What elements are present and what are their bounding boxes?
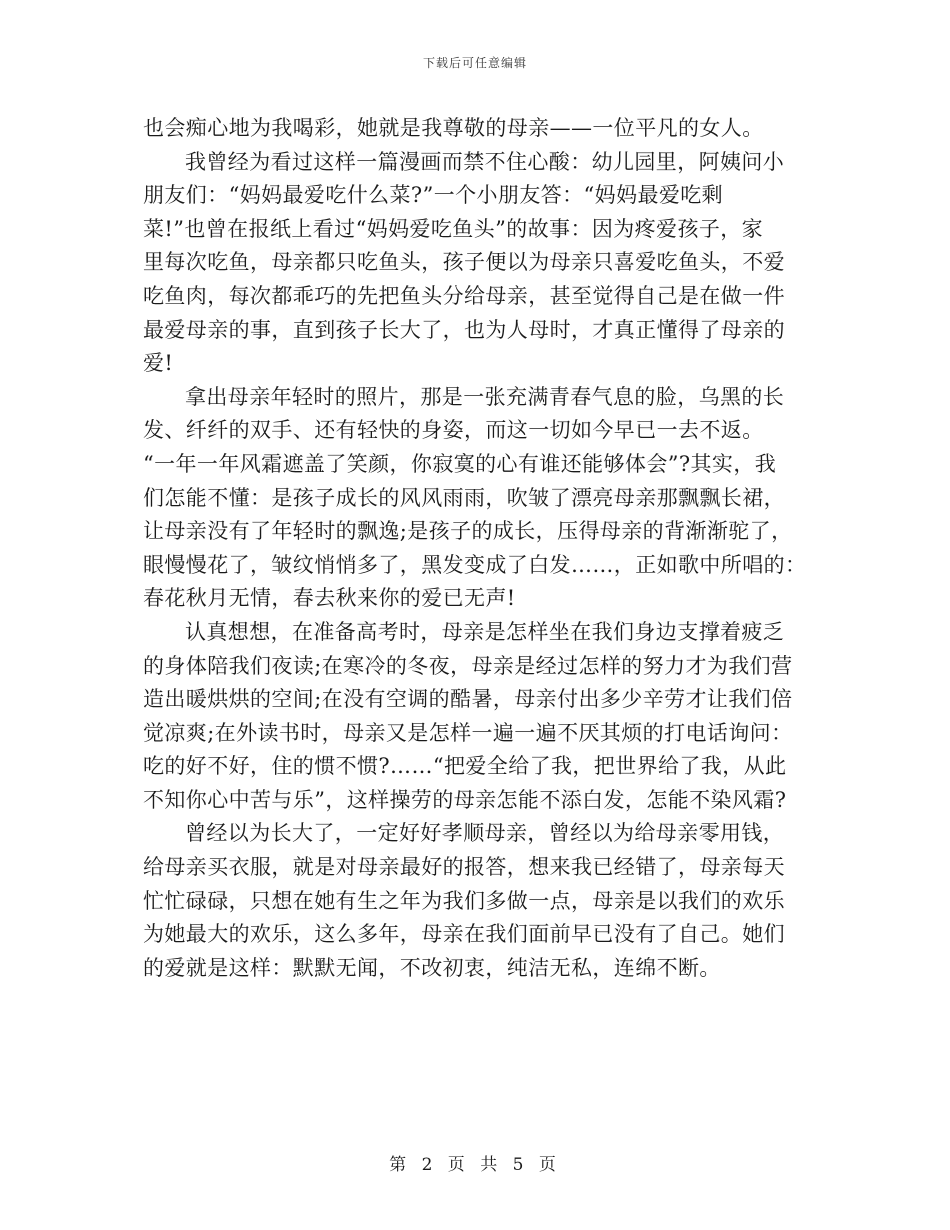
text-line: 们怎能不懂：是孩子成长的风风雨雨，吹皱了漂亮母亲那飘飘长裙，	[143, 485, 785, 510]
text-line: 爱!	[143, 351, 174, 376]
text-line: 的身体陪我们夜读;在寒冷的冬夜，母亲是经过怎样的努力才为我们营	[143, 653, 793, 678]
text-line: 吃鱼肉，每次都乖巧的先把鱼头分给母亲，甚至觉得自己是在做一件	[143, 283, 785, 308]
text-line: 的爱就是这样：默默无闻，不改初衷，纯洁无私，连绵不断。	[143, 955, 721, 980]
text-line: 春花秋月无情，春去秋来你的爱已无声!	[143, 586, 516, 611]
text-line: 我曾经为看过这样一篇漫画而禁不住心酸：幼儿园里，阿姨问小	[185, 149, 785, 174]
text-line: 拿出母亲年轻时的照片，那是一张充满青春气息的脸，乌黑的长	[185, 384, 785, 409]
text-line: 菜!”也曾在报纸上看过“妈妈爱吃鱼头”的故事：因为疼爱孩子，家	[143, 216, 764, 241]
page-number: 第 2 页 共 5 页	[389, 1155, 561, 1175]
text-line: 眼慢慢花了，皱纹悄悄多了，黑发变成了白发……，正如歌中所唱的：	[143, 552, 807, 577]
text-line: 造出暖烘烘的空间;在没有空调的酷暑，母亲付出多少辛劳才让我们倍	[143, 687, 793, 712]
text-line: 认真想想，在准备高考时，母亲是怎样坐在我们身边支撑着疲乏	[185, 619, 785, 644]
text-line: 觉凉爽;在外读书时，母亲又是怎样一遍一遍不厌其烦的打电话询问：	[143, 720, 793, 745]
text-line: 曾经以为长大了，一定好好孝顺母亲，曾经以为给母亲零用钱，	[185, 821, 785, 846]
text-line: 发、纤纤的双手、还有轻快的身姿，而这一切如今早已一去不返。	[143, 418, 764, 443]
text-line: “一年一年风霜遮盖了笑颜，你寂寞的心有谁还能够体会”?其实，我	[143, 451, 777, 476]
text-line: 吃的好不好，住的惯不惯?……“把爱全给了我，把世界给了我，从此	[143, 754, 787, 779]
text-line: 为她最大的欢乐，这么多年，母亲在我们面前早已没有了自己。她们	[143, 922, 785, 947]
text-line: 不知你心中苦与乐”，这样操劳的母亲怎能不添白发，怎能不染风霜?	[143, 787, 787, 812]
text-line: 朋友们：“妈妈最爱吃什么菜?”一个小朋友答：“妈妈最爱吃剩	[143, 183, 724, 208]
text-line: 让母亲没有了年轻时的飘逸;是孩子的成长，压得母亲的背渐渐驼了，	[143, 519, 793, 544]
document-body	[143, 112, 807, 985]
text-line: 也会痴心地为我喝彩，她就是我尊敬的母亲——一位平凡的女人。	[143, 116, 764, 140]
text-line: 里每次吃鱼，母亲都只吃鱼头，孩子便以为母亲只喜爱吃鱼头，不爱	[143, 250, 785, 275]
text-line: 忙忙碌碌，只想在她有生之年为我们多做一点，母亲是以我们的欢乐	[143, 888, 785, 913]
text-line: 最爱母亲的事，直到孩子长大了，也为人母时，才真正懂得了母亲的	[143, 317, 785, 342]
text-line: 给母亲买衣服，就是对母亲最好的报答，想来我已经错了，母亲每天	[143, 855, 785, 880]
page-header: 下载后可任意编辑	[422, 56, 527, 70]
